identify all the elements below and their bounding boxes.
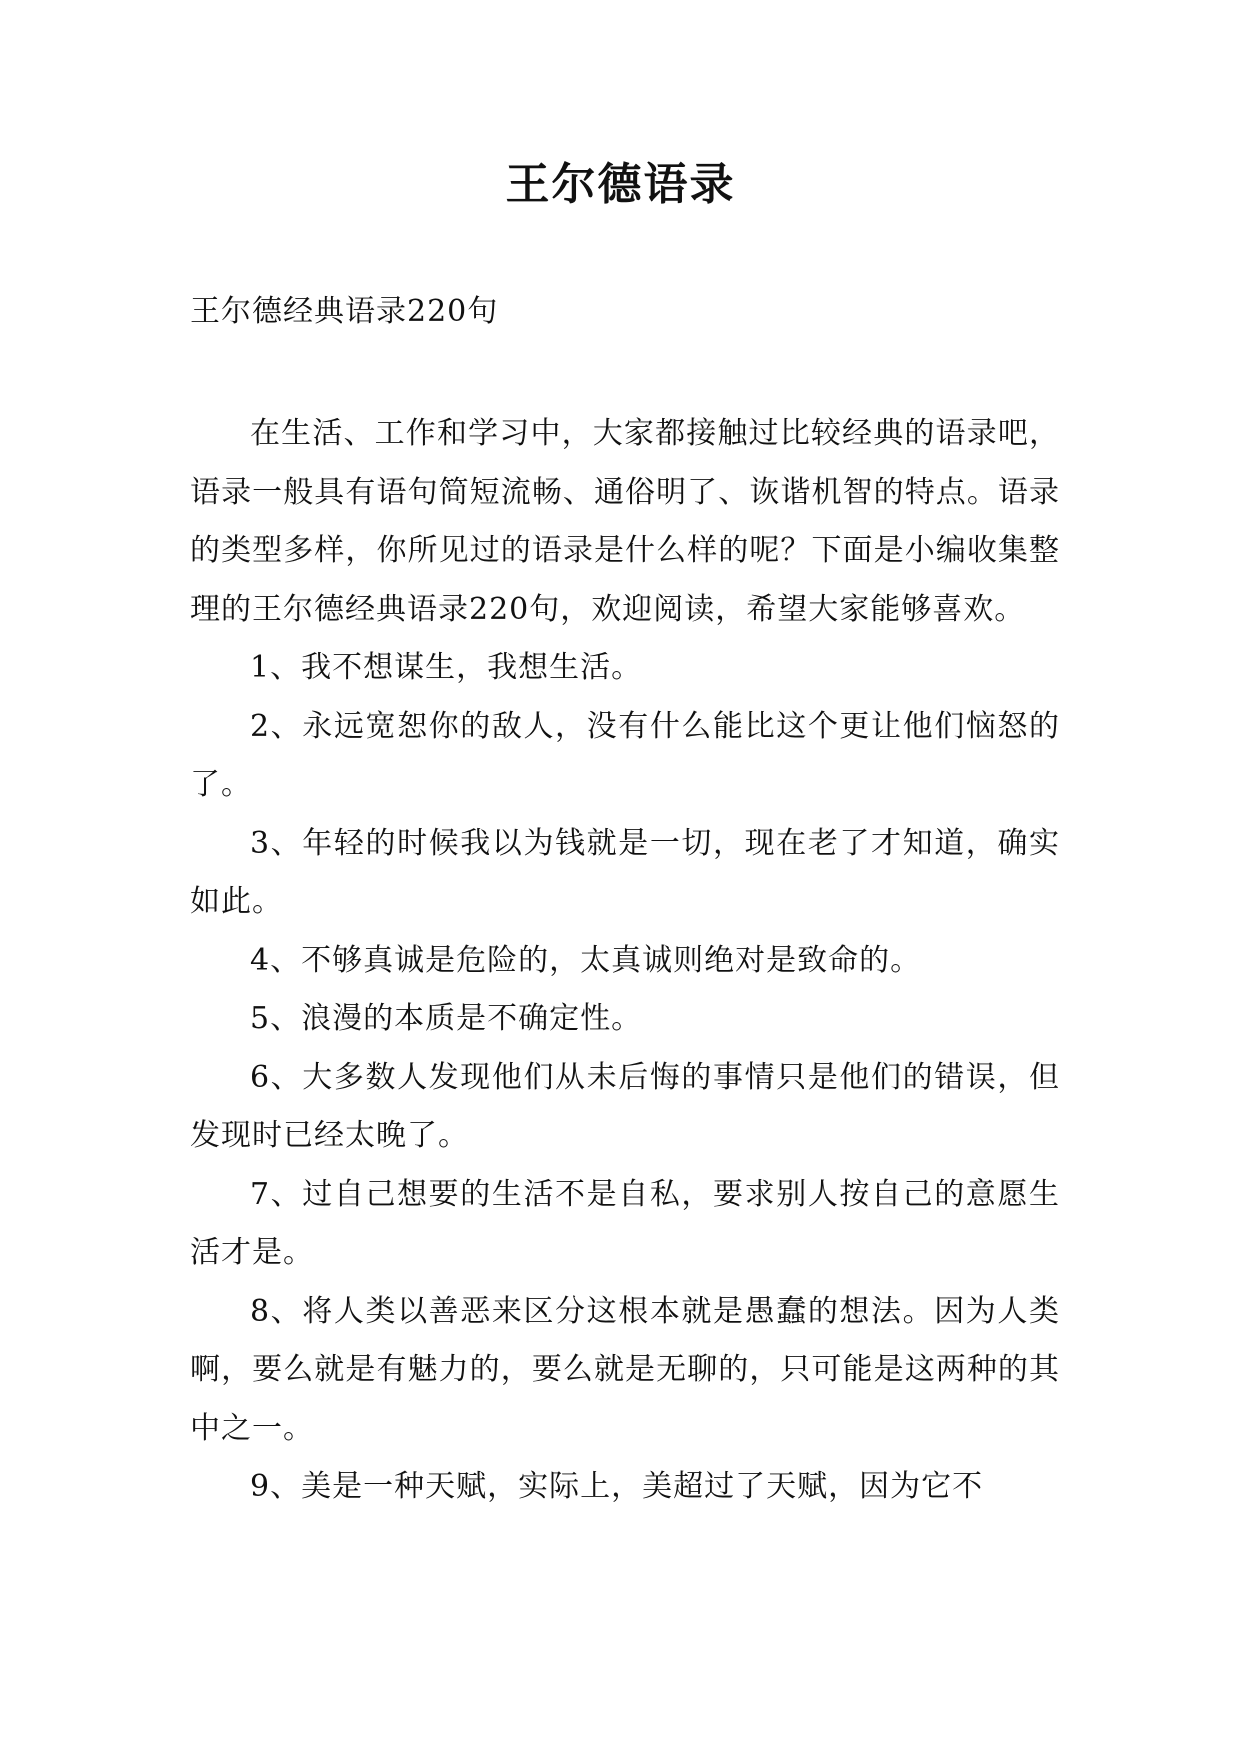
- quote-paragraph: 5、浪漫的本质是不确定性。: [250, 1001, 643, 1036]
- quote-paragraph: 1、我不想谋生，我想生活。: [250, 650, 643, 685]
- quote-paragraph: 8、将人类以善恶来区分这根本就是愚蠢的想法。因为人类啊，要么就是有魅力的，要么就是无聊的，只可能是这两种的其中之一。: [190, 1293, 1060, 1446]
- quote-paragraph: 4、不够真诚是危险的，太真诚则绝对是致命的。: [250, 942, 922, 978]
- quote-paragraph: 2、永远宽恕你的敌人，没有什么能比这个更让他们恼怒的了。: [190, 708, 1060, 802]
- document-body: [190, 405, 1060, 1517]
- quote-paragraph: 3、年轻的时候我以为钱就是一切，现在老了才知道，确实如此。: [190, 825, 1060, 919]
- quote-paragraph: 6、大多数人发现他们从未后悔的事情只是他们的错误，但发现时已经太晚了。: [190, 1059, 1060, 1153]
- page-title: 王尔德语录: [505, 159, 736, 210]
- document-subtitle: 王尔德经典语录220句: [190, 294, 499, 329]
- quote-paragraph: 9、美是一种天赋，实际上，美超过了天赋，因为它不: [250, 1469, 984, 1504]
- intro-paragraph: 在生活、工作和学习中，大家都接触过比较经典的语录吧，语录一般具有语句简短流畅、通俗明了、诙谐机智的特点。语录的类型多样，你所见过的语录是什么样的呢？下面是小编收集整理的王尔德经典语录220句，欢迎阅读，希望大家能够喜欢。: [190, 416, 1060, 627]
- quote-paragraph: 7、过自己想要的生活不是自私，要求别人按自己的意愿生活才是。: [190, 1176, 1060, 1270]
